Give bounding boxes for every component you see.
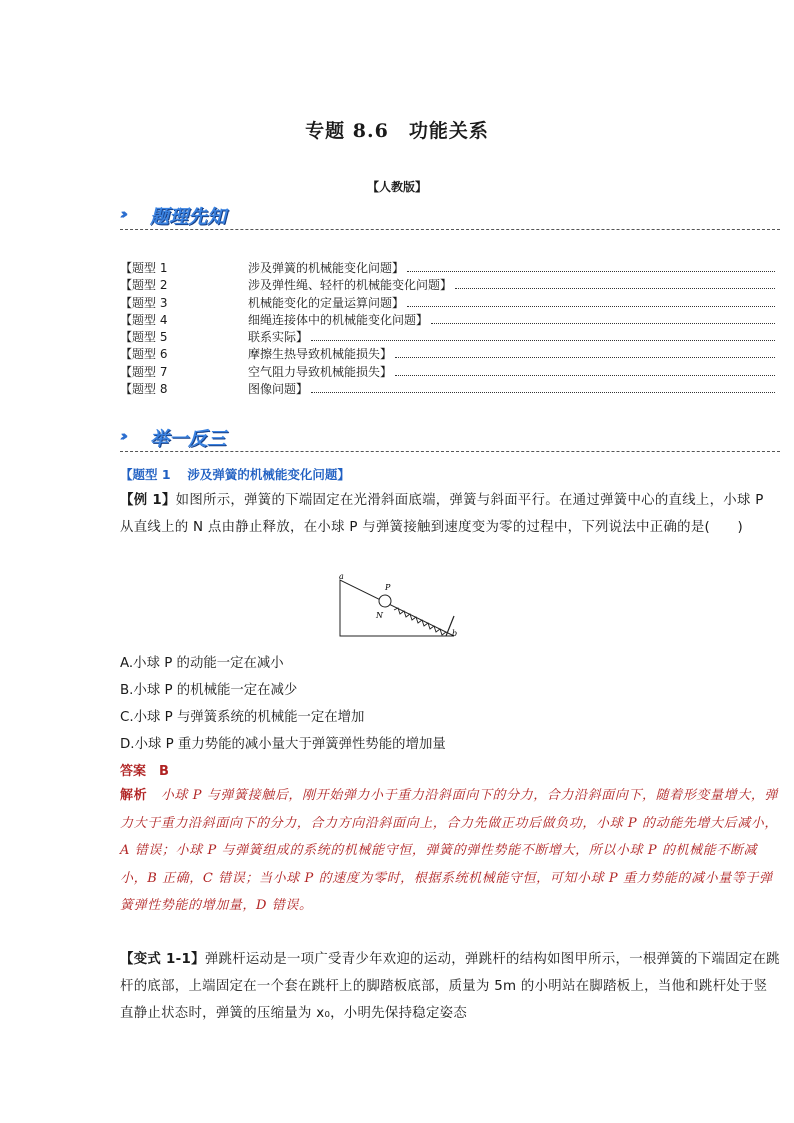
toc-leader — [407, 260, 775, 272]
toc-list — [120, 259, 775, 397]
toc-number: 【题型 1 — [120, 261, 180, 275]
label-n: N — [376, 611, 383, 620]
toc-item[interactable] — [120, 276, 775, 293]
dashed-divider — [120, 451, 780, 452]
toc-number: 【题型 4 — [120, 312, 180, 327]
toc-label: 联系实际】 — [248, 330, 309, 345]
label-p: P — [385, 583, 391, 592]
toc-label: 涉及弹簧的机械能变化问题】 — [248, 261, 405, 275]
toc-label: 图像问题】 — [248, 382, 309, 397]
page-title: 专题 8.6 功能关系 — [305, 120, 489, 142]
section-heading: 【题型 1 涉及弹簧的机械能变化问题】 — [120, 467, 350, 482]
option-a[interactable]: A.小球 P 的动能一定在减小 — [120, 656, 284, 671]
toc-leader — [395, 346, 775, 358]
toc-label: 细绳连接体中的机械能变化问题】 — [248, 312, 429, 327]
option-d[interactable]: D.小球 P 重力势能的减小量大于弹簧弹性势能的增加量 — [120, 737, 446, 752]
toc-item[interactable] — [120, 380, 775, 397]
answer-line: 答案 B — [120, 764, 169, 779]
label-b: b — [452, 629, 458, 638]
toc-item[interactable] — [120, 363, 775, 380]
toc-item[interactable] — [120, 345, 775, 362]
toc-item[interactable] — [120, 259, 775, 276]
toc-label: 摩擦生热导致机械能损失】 — [248, 347, 393, 362]
analysis-block — [120, 782, 780, 920]
variant-label: 【变式 1-1】 — [120, 952, 205, 967]
toc-label: 机械能变化的定量运算问题】 — [248, 295, 405, 310]
toc-item[interactable] — [120, 294, 775, 311]
spring-zigzag — [394, 608, 446, 635]
option-c[interactable]: C.小球 P 与弹簧系统的机械能一定在增加 — [120, 710, 365, 725]
toc-number: 【题型 5 — [120, 330, 180, 345]
variant-question — [120, 946, 780, 1027]
toc-item[interactable] — [120, 328, 775, 345]
section-banner-examples — [120, 424, 780, 450]
analysis-label: 解析 — [120, 788, 161, 803]
toc-label: 空气阻力导致机械能损失】 — [248, 364, 393, 379]
toc-leader — [431, 312, 775, 324]
banner-title: 举一反三 — [150, 428, 227, 450]
variant-text: 弹跳杆运动是一项广受青少年欢迎的运动，弹跳杆的结构如图甲所示，一根弹簧的下端固定在跳杆的底部，上端固定在一个套在跳杆上的脚踏板底部，质量为 5m 的小明站在脚踏板上，当他和跳杆处于竖直静止状态时，弹簧的压缩量为 x₀，小明先保持稳定姿态 — [120, 952, 780, 1021]
toc-leader — [311, 381, 775, 393]
example-label: 【例 1】 — [120, 493, 176, 508]
toc-number: 【题型 6 — [120, 347, 180, 362]
dashed-divider — [120, 229, 780, 230]
analysis-text: 小球 P 与弹簧接触后，刚开始弹力小于重力沿斜面向下的分力，合力沿斜面向下，随着形变量增大，弹力大于重力沿斜面向下的分力，合力方向沿斜面向上，合力先做正功后做负功，小球 P 的动能先增大后减小，A 错误；小球 P 与弹簧组成的系统的机械能守恒，弹簧的弹性势能不断增大，所以小球 P 的机械能不断减小，B 正确，C 错误；当小球 P 的速度为零时，根据系统机械能守恒，可知小球 P 重力势能的减小量等于弹簧弹性势能的增加量，D 错误。 — [120, 788, 779, 913]
incline-spring-figure — [336, 572, 466, 640]
toc-number: 【题型 8 — [120, 382, 180, 397]
toc-leader — [311, 329, 775, 341]
example-text: 如图所示，弹簧的下端固定在光滑斜面底端，弹簧与斜面平行。在通过弹簧中心的直线上，小球 P 从直线上的 N 点由静止释放，在小球 P 与弹簧接触到速度变为零的过程中，下列说法中正确的是( ) — [120, 493, 764, 535]
option-b[interactable]: B.小球 P 的机械能一定在减少 — [120, 683, 298, 698]
toc-leader — [455, 277, 775, 289]
arrows-icon: ››› — [120, 205, 124, 223]
toc-number: 【题型 3 — [120, 295, 180, 310]
toc-number: 【题型 7 — [120, 364, 180, 379]
banner-title: 题理先知 — [150, 206, 227, 228]
arrows-icon: ››› — [120, 427, 124, 445]
edition-label: 【人教版】 — [366, 180, 427, 194]
toc-label: 涉及弹性绳、轻杆的机械能变化问题】 — [248, 278, 453, 293]
toc-leader — [407, 295, 775, 307]
section-banner-overview — [120, 202, 780, 228]
label-a: a — [339, 572, 344, 581]
toc-leader — [395, 364, 775, 376]
ball-p — [379, 595, 391, 607]
example-question — [120, 487, 780, 541]
toc-item[interactable] — [120, 311, 775, 328]
toc-number: 【题型 2 — [120, 278, 180, 293]
